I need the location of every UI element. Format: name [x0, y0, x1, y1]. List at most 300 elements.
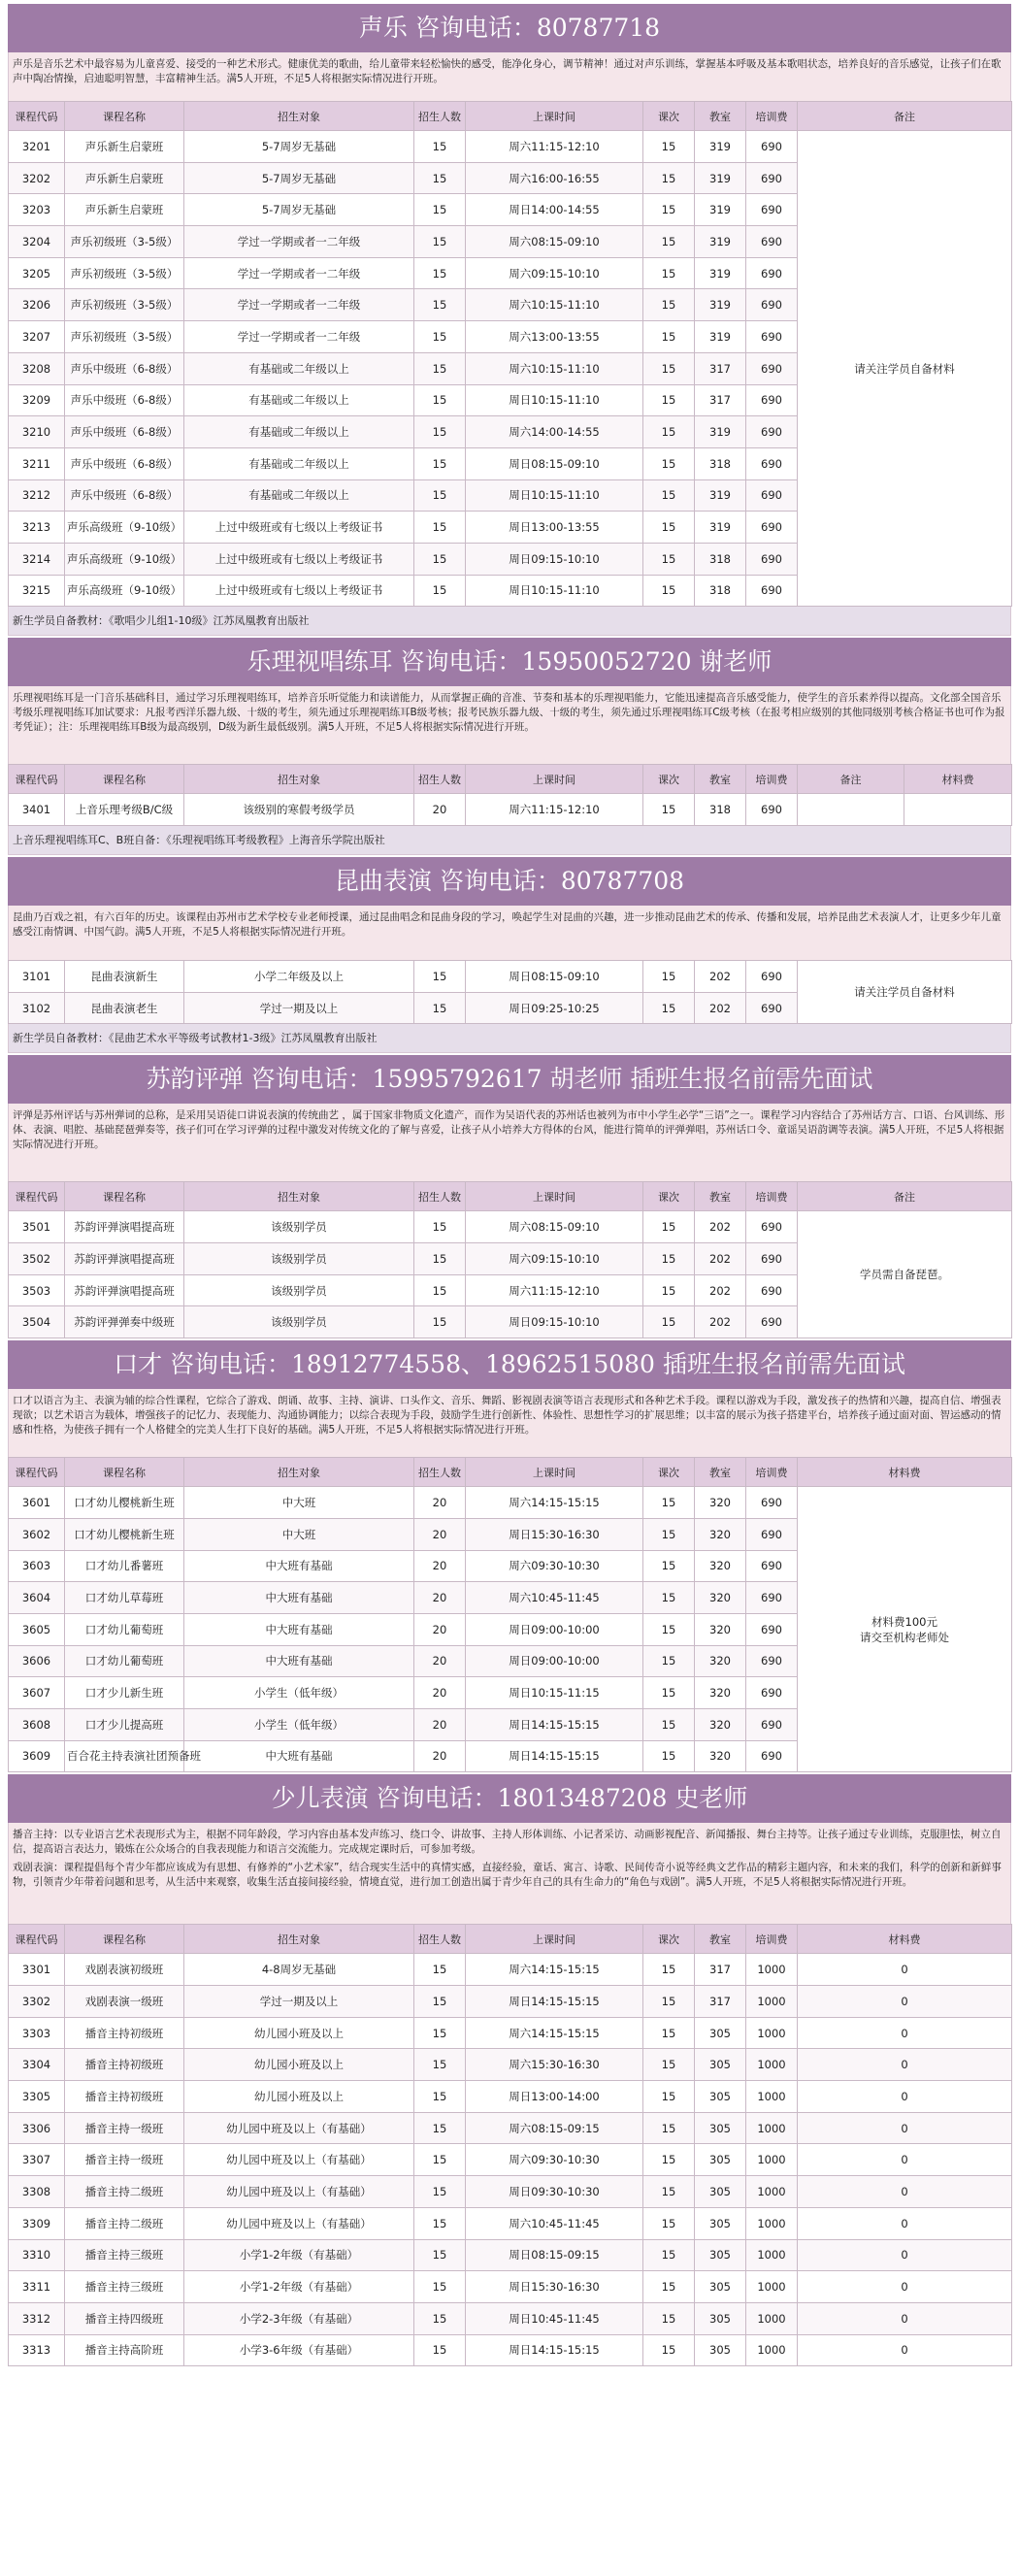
- table-cell: 3213: [9, 512, 65, 544]
- table-cell: 20: [414, 1677, 466, 1709]
- table-cell: 3203: [9, 194, 65, 226]
- header-cell: 课程代码: [9, 102, 65, 131]
- table-cell: 305: [695, 2334, 746, 2366]
- header-cell: 备注: [798, 765, 904, 794]
- table-cell: 15: [414, 512, 466, 544]
- table-cell: 声乐高级班（9-10级）: [65, 512, 184, 544]
- table-cell: 声乐初级班（3-5级）: [65, 321, 184, 353]
- table-cell: 15: [643, 1986, 695, 2018]
- table-cell: 声乐新生启蒙班: [65, 162, 184, 194]
- table-cell: 1000: [746, 1954, 798, 1986]
- table-cell: 15: [414, 2144, 466, 2176]
- table-cell: 15: [414, 194, 466, 226]
- table-cell: 5-7周岁无基础: [184, 131, 414, 163]
- table-cell: 320: [695, 1613, 746, 1645]
- header-cell: 材料费: [904, 765, 1012, 794]
- table-cell: 690: [746, 226, 798, 258]
- table-cell: 幼儿园小班及以上: [184, 2049, 414, 2081]
- table-cell: 15: [414, 1211, 466, 1243]
- header-cell: 上课时间: [466, 1925, 643, 1954]
- table-cell: 口才幼儿葡萄班: [65, 1613, 184, 1645]
- table-cell: 3205: [9, 257, 65, 289]
- table-cell: 690: [746, 479, 798, 512]
- table-cell: 319: [695, 512, 746, 544]
- table-cell: 690: [746, 543, 798, 575]
- table-cell: 3204: [9, 226, 65, 258]
- section-footer-theory: 上音乐理视唱练耳C、B班自备：《乐理视唱练耳考级教程》上海音乐学院出版社: [8, 826, 1011, 855]
- table-cell: 202: [695, 1211, 746, 1243]
- table-cell: 1000: [746, 2017, 798, 2049]
- section-intro-theory: 乐理视唱练耳是一门音乐基础科目，通过学习乐理视唱练耳，培养音乐听觉能力和读谱能力，从而掌握正确的音准、节奏和基本的乐理视唱能力，它能迅速提高音乐感受能力，使学生的音乐素养得以提高。文化部全国音乐考级乐理视唱练耳加试要求：凡报考西洋乐器九级、十级的考生，须先通过乐理视唱练耳B级考核；报考民族乐器九级、十级的考生，须先通过乐理视唱练耳C级考核（在报考相应级别的其他同级别考核合格证书也可作为报考凭证）；注：乐理视唱练耳B级为最高级别，D级为新生最低级别。满5人开班，不足5人将根据实际情况进行开班。: [8, 686, 1011, 764]
- table-cell: 305: [695, 2049, 746, 2081]
- header-cell: 上课时间: [466, 1182, 643, 1211]
- table-cell: 3606: [9, 1645, 65, 1677]
- table-cell: 15: [643, 162, 695, 194]
- header-cell: 教室: [695, 102, 746, 131]
- table-cell: 3401: [9, 794, 65, 826]
- table-cell: 3609: [9, 1740, 65, 1772]
- table-cell: 小学2-3年级（有基础）: [184, 2302, 414, 2334]
- table-cell: 周六14:15-15:15: [466, 1487, 643, 1519]
- remark-cell: 学员需自备琵琶。: [798, 1211, 1012, 1338]
- table-cell: 昆曲表演老生: [65, 992, 184, 1024]
- table-cell: 15: [414, 992, 466, 1024]
- table-cell: 690: [746, 321, 798, 353]
- table-cell: 15: [414, 2112, 466, 2144]
- table-cell: 319: [695, 226, 746, 258]
- table-cell: 15: [643, 447, 695, 479]
- header-cell: 课程代码: [9, 765, 65, 794]
- table-cell: 319: [695, 162, 746, 194]
- header-cell: 上课时间: [466, 1458, 643, 1487]
- table-row: [9, 2207, 1012, 2239]
- table-cell: 15: [643, 2049, 695, 2081]
- table-cell: 0: [798, 1986, 1012, 2018]
- table-cell: 15: [643, 2112, 695, 2144]
- table-cell: 3311: [9, 2271, 65, 2303]
- table-row: [9, 1487, 1012, 1519]
- table-cell: 15: [643, 1740, 695, 1772]
- table-cell: 15: [643, 2271, 695, 2303]
- table-cell: 690: [746, 1518, 798, 1550]
- table-cell: 1000: [746, 2239, 798, 2271]
- table-cell: 播音主持一级班: [65, 2144, 184, 2176]
- table-cell: 周六08:15-09:15: [466, 2112, 643, 2144]
- table-cell: 20: [414, 1518, 466, 1550]
- table-cell: 昆曲表演新生: [65, 961, 184, 993]
- table-cell: 317: [695, 1986, 746, 2018]
- table-cell: 有基础或二年级以上: [184, 447, 414, 479]
- table-cell: 15: [414, 162, 466, 194]
- header-cell: 招生对象: [184, 1182, 414, 1211]
- table-cell: 15: [414, 2049, 466, 2081]
- table-cell: 319: [695, 479, 746, 512]
- table-cell: 周六09:15-10:10: [466, 257, 643, 289]
- vocal-table: [8, 101, 1012, 607]
- table-cell: 15: [643, 992, 695, 1024]
- table-cell: 690: [746, 575, 798, 607]
- header-cell: 教室: [695, 765, 746, 794]
- table-cell: 该级别的寒假考级学员: [184, 794, 414, 826]
- table-cell: 320: [695, 1582, 746, 1614]
- table-cell: 该级别学员: [184, 1274, 414, 1306]
- intro-broadcast: 播音主持：以专业语言艺术表现形式为主，根据不同年龄段，学习内容由基本发声练习、绕口令、讲故事、主持人形体训练、小记者采访、动画影视配音、新闻播报、舞台主持等。让孩子通过专业训练，克服胆怯，树立自信，提高语言表达力，锻炼在公众场合的自我表现能力和语言交流能力。完成规定课时后，可参加考级。: [13, 1829, 1002, 1856]
- header-cell: 上课时间: [466, 765, 643, 794]
- table-cell: 小学生（低年级）: [184, 1677, 414, 1709]
- table-cell: 0: [798, 2334, 1012, 2366]
- table-cell: 15: [643, 479, 695, 512]
- table-cell: 上过中级班或有七级以上考级证书: [184, 575, 414, 607]
- table-cell: 0: [798, 2144, 1012, 2176]
- table-cell: 5-7周岁无基础: [184, 162, 414, 194]
- table-cell: 学过一学期或者一二年级: [184, 226, 414, 258]
- table-cell: 15: [643, 1954, 695, 1986]
- section-intro-kunqu: 昆曲乃百戏之祖，有六百年的历史。该课程由苏州市艺术学校专业老师授课，通过昆曲唱念和昆曲身段的学习，唤起学生对昆曲的兴趣，进一步推动昆曲艺术的传承、传播和发展，培养昆曲艺术表演人才，让更多少年儿童感受江南情调、中国气韵。满5人开班，不足5人将根据实际情况进行开班。: [8, 906, 1011, 960]
- table-cell: 3605: [9, 1613, 65, 1645]
- table-cell: 0: [798, 1954, 1012, 1986]
- table-cell: 15: [414, 2207, 466, 2239]
- table-cell: 3602: [9, 1518, 65, 1550]
- table-cell: 15: [414, 1274, 466, 1306]
- table-row: [9, 2112, 1012, 2144]
- theory-table: [8, 764, 1012, 826]
- table-cell: 318: [695, 447, 746, 479]
- table-cell: 690: [746, 1645, 798, 1677]
- table-cell: 690: [746, 1243, 798, 1275]
- table-cell: 320: [695, 1487, 746, 1519]
- table-cell: 318: [695, 575, 746, 607]
- table-cell: 声乐初级班（3-5级）: [65, 226, 184, 258]
- table-cell: 15: [643, 194, 695, 226]
- table-row: [9, 2049, 1012, 2081]
- table-cell: 周日08:15-09:15: [466, 2239, 643, 2271]
- table-cell: 15: [643, 226, 695, 258]
- table-cell: 15: [643, 1243, 695, 1275]
- table-cell: 690: [746, 1613, 798, 1645]
- intro-drama: 戏剧表演：课程提倡每个青少年都应该成为有思想、有修养的“小艺术家”，结合现实生活中的真情实感，直接经验，童话、寓言、诗歌、民间传奇小说等经典文艺作品的精彩主题内容，和未来的我们，科学的创新和新鲜事物，引领青少年带着问题和思考，从生活中来观察，收集生活直接间接经验，情境直觉，进行加工创造出属于青少年自己的具有生命力的“角色与戏剧”。满5人开班，不足5人将根据实际情况进行开班。: [13, 1862, 1002, 1889]
- table-cell: 中大班: [184, 1518, 414, 1550]
- table-cell: 声乐初级班（3-5级）: [65, 289, 184, 321]
- table-cell: 3604: [9, 1582, 65, 1614]
- table-cell: 0: [798, 2271, 1012, 2303]
- table-cell: 15: [414, 289, 466, 321]
- table-cell: 播音主持二级班: [65, 2207, 184, 2239]
- table-cell: 20: [414, 1582, 466, 1614]
- table-cell: 15: [643, 575, 695, 607]
- table-cell: 3504: [9, 1306, 65, 1338]
- table-cell: 15: [643, 1645, 695, 1677]
- table-cell: 15: [414, 575, 466, 607]
- table-cell: 690: [746, 1550, 798, 1582]
- table-cell: 15: [414, 2017, 466, 2049]
- table-cell: 有基础或二年级以上: [184, 352, 414, 384]
- table-cell: 口才幼儿樱桃新生班: [65, 1518, 184, 1550]
- table-cell: 15: [414, 2271, 466, 2303]
- pingtan-header-row: [9, 1182, 1012, 1211]
- table-cell: 317: [695, 352, 746, 384]
- table-row: [9, 131, 1012, 163]
- table-cell: 幼儿园中班及以上（有基础）: [184, 2112, 414, 2144]
- table-cell: 声乐中级班（6-8级）: [65, 352, 184, 384]
- table-cell: 202: [695, 961, 746, 993]
- table-cell: 20: [414, 1550, 466, 1582]
- table-cell: 15: [643, 321, 695, 353]
- table-cell: 305: [695, 2144, 746, 2176]
- header-cell: 备注: [798, 1182, 1012, 1211]
- table-cell: 该级别学员: [184, 1211, 414, 1243]
- table-cell: 周六10:45-11:45: [466, 2207, 643, 2239]
- table-cell: 3310: [9, 2239, 65, 2271]
- table-cell: 周六09:15-10:10: [466, 1243, 643, 1275]
- table-cell: 3202: [9, 162, 65, 194]
- table-cell: 15: [414, 2081, 466, 2113]
- table-cell: 周日15:30-16:30: [466, 2271, 643, 2303]
- table-cell: 15: [414, 1243, 466, 1275]
- table-cell: 周日15:30-16:30: [466, 1518, 643, 1550]
- table-cell: 1000: [746, 1986, 798, 2018]
- table-cell: 305: [695, 2017, 746, 2049]
- section-title-eloquence: 口才 咨询电话：18912774558、18962515080 插班生报名前需先面试: [8, 1340, 1011, 1389]
- table-cell: 播音主持三级班: [65, 2271, 184, 2303]
- table-cell: 690: [746, 416, 798, 448]
- header-cell: 培训费: [746, 765, 798, 794]
- table-cell: 320: [695, 1550, 746, 1582]
- table-cell: 15: [414, 2334, 466, 2366]
- table-cell: 上过中级班或有七级以上考级证书: [184, 512, 414, 544]
- header-cell: 课程代码: [9, 1925, 65, 1954]
- table-cell: 0: [798, 2112, 1012, 2144]
- table-cell: 318: [695, 543, 746, 575]
- table-cell: 周日09:30-10:30: [466, 2176, 643, 2208]
- table-cell: 690: [746, 352, 798, 384]
- table-cell: 15: [643, 1518, 695, 1550]
- table-cell: 15: [643, 416, 695, 448]
- kunqu-table-body: [9, 961, 1012, 1024]
- header-cell: 材料费: [798, 1458, 1012, 1487]
- table-cell: 1000: [746, 2302, 798, 2334]
- table-cell: 15: [643, 289, 695, 321]
- header-cell: 培训费: [746, 1182, 798, 1211]
- table-cell: 320: [695, 1740, 746, 1772]
- table-cell: 15: [643, 2144, 695, 2176]
- header-cell: 招生对象: [184, 1925, 414, 1954]
- table-cell: 305: [695, 2239, 746, 2271]
- table-cell: 小学1-2年级（有基础）: [184, 2271, 414, 2303]
- table-cell: 苏韵评弹演唱提高班: [65, 1211, 184, 1243]
- header-cell: 教室: [695, 1182, 746, 1211]
- table-cell: 3313: [9, 2334, 65, 2366]
- table-cell: 该级别学员: [184, 1306, 414, 1338]
- table-cell: 苏韵评弹演唱提高班: [65, 1274, 184, 1306]
- section-footer-vocal: 新生学员自备教材：《歌唱少儿组1-10级》江苏凤凰教育出版社: [8, 607, 1011, 636]
- table-cell: 305: [695, 2271, 746, 2303]
- table-cell: 周日10:15-11:15: [466, 1677, 643, 1709]
- table-cell: 690: [746, 992, 798, 1024]
- table-cell: [798, 794, 904, 826]
- header-cell: 上课时间: [466, 102, 643, 131]
- table-cell: 周日10:15-11:10: [466, 479, 643, 512]
- table-cell: 周六13:00-13:55: [466, 321, 643, 353]
- table-cell: 幼儿园中班及以上（有基础）: [184, 2144, 414, 2176]
- table-cell: 319: [695, 416, 746, 448]
- table-cell: 0: [798, 2049, 1012, 2081]
- table-cell: 690: [746, 961, 798, 993]
- table-cell: 317: [695, 1954, 746, 1986]
- table-cell: 周日13:00-13:55: [466, 512, 643, 544]
- table-cell: 1000: [746, 2207, 798, 2239]
- pingtan-table-body: [9, 1211, 1012, 1338]
- table-cell: 0: [798, 2081, 1012, 2113]
- section-intro-vocal: 声乐是音乐艺术中最容易为儿童喜爱、接受的一种艺术形式。健康优美的歌曲，给儿童带来轻松愉快的感受，能净化身心，调节精神！通过对声乐训练，掌握基本呼吸及基本歌唱状态，培养良好的音乐感觉，让孩子们在歌声中陶冶情操，启迪聪明智慧，丰富精神生活。满5人开班，不足5人将根据实际情况进行开班。: [8, 52, 1011, 101]
- table-cell: 学过一期及以上: [184, 992, 414, 1024]
- table-row: [9, 1211, 1012, 1243]
- table-cell: 戏剧表演初级班: [65, 1954, 184, 1986]
- header-cell: 招生人数: [414, 102, 466, 131]
- table-cell: 15: [643, 1550, 695, 1582]
- table-cell: 690: [746, 289, 798, 321]
- table-cell: 学过一期及以上: [184, 1986, 414, 2018]
- table-cell: 3302: [9, 1986, 65, 2018]
- table-row: [9, 2334, 1012, 2366]
- pingtan-table: [8, 1181, 1012, 1338]
- header-cell: 招生对象: [184, 1458, 414, 1487]
- table-cell: 15: [414, 416, 466, 448]
- table-cell: 3308: [9, 2176, 65, 2208]
- header-cell: 课次: [643, 102, 695, 131]
- table-cell: 口才少儿提高班: [65, 1708, 184, 1740]
- header-cell: 课程代码: [9, 1458, 65, 1487]
- section-title-kunqu: 昆曲表演 咨询电话：80787708: [8, 857, 1011, 906]
- table-cell: 202: [695, 1243, 746, 1275]
- table-cell: 3501: [9, 1211, 65, 1243]
- table-cell: 690: [746, 1740, 798, 1772]
- table-cell: 320: [695, 1677, 746, 1709]
- table-cell: 3306: [9, 2112, 65, 2144]
- header-cell: 教室: [695, 1458, 746, 1487]
- header-cell: 培训费: [746, 1458, 798, 1487]
- table-cell: 690: [746, 1274, 798, 1306]
- header-cell: 培训费: [746, 102, 798, 131]
- table-cell: 周六09:30-10:30: [466, 2144, 643, 2176]
- table-cell: 3211: [9, 447, 65, 479]
- table-row: [9, 961, 1012, 993]
- header-cell: 课程名称: [65, 765, 184, 794]
- table-cell: 3215: [9, 575, 65, 607]
- table-cell: 3206: [9, 289, 65, 321]
- table-cell: 周六15:30-16:30: [466, 2049, 643, 2081]
- table-cell: 15: [643, 131, 695, 163]
- header-cell: 课程名称: [65, 102, 184, 131]
- table-cell: 15: [414, 543, 466, 575]
- table-cell: 1000: [746, 2049, 798, 2081]
- table-cell: 15: [643, 2302, 695, 2334]
- table-cell: 3607: [9, 1677, 65, 1709]
- eloquence-table-body: [9, 1487, 1012, 1772]
- table-cell: 周日14:15-15:15: [466, 1986, 643, 2018]
- table-cell: 15: [414, 961, 466, 993]
- table-cell: 小学3-6年级（有基础）: [184, 2334, 414, 2366]
- table-cell: 3304: [9, 2049, 65, 2081]
- table-cell: 15: [643, 1274, 695, 1306]
- table-cell: 690: [746, 131, 798, 163]
- header-cell: 培训费: [746, 1925, 798, 1954]
- table-cell: 中大班有基础: [184, 1613, 414, 1645]
- table-cell: 0: [798, 2176, 1012, 2208]
- table-cell: 15: [643, 1211, 695, 1243]
- table-cell: 3312: [9, 2302, 65, 2334]
- table-cell: 周六10:15-11:10: [466, 352, 643, 384]
- table-cell: 中大班: [184, 1487, 414, 1519]
- section-title-theory: 乐理视唱练耳 咨询电话：15950052720 谢老师: [8, 638, 1011, 686]
- table-cell: 305: [695, 2112, 746, 2144]
- table-cell: 播音主持初级班: [65, 2049, 184, 2081]
- table-cell: 1000: [746, 2081, 798, 2113]
- performance-table: [8, 1924, 1012, 2366]
- table-cell: 20: [414, 794, 466, 826]
- table-cell: 15: [643, 512, 695, 544]
- table-cell: 690: [746, 1211, 798, 1243]
- table-cell: 3301: [9, 1954, 65, 1986]
- header-cell: 备注: [798, 102, 1012, 131]
- table-cell: 周日09:25-10:25: [466, 992, 643, 1024]
- table-cell: 播音主持初级班: [65, 2081, 184, 2113]
- table-cell: 690: [746, 512, 798, 544]
- table-cell: 15: [643, 384, 695, 416]
- header-cell: 招生人数: [414, 1182, 466, 1211]
- table-cell: 周六08:15-09:10: [466, 226, 643, 258]
- table-row: [9, 1954, 1012, 1986]
- table-cell: 幼儿园中班及以上（有基础）: [184, 2176, 414, 2208]
- table-cell: 周日14:00-14:55: [466, 194, 643, 226]
- table-cell: 周日08:15-09:10: [466, 961, 643, 993]
- header-cell: 招生人数: [414, 1458, 466, 1487]
- table-cell: 小学1-2年级（有基础）: [184, 2239, 414, 2271]
- table-cell: 1000: [746, 2271, 798, 2303]
- table-cell: 319: [695, 321, 746, 353]
- table-cell: 3208: [9, 352, 65, 384]
- table-cell: 小学生（低年级）: [184, 1708, 414, 1740]
- table-cell: 3101: [9, 961, 65, 993]
- table-cell: 中大班有基础: [184, 1550, 414, 1582]
- table-cell: 百合花主持表演社团预备班: [65, 1740, 184, 1772]
- table-cell: 15: [414, 447, 466, 479]
- table-cell: 15: [414, 384, 466, 416]
- header-cell: 课程名称: [65, 1925, 184, 1954]
- table-cell: 3503: [9, 1274, 65, 1306]
- table-cell: 202: [695, 1274, 746, 1306]
- table-cell: 周日10:15-11:10: [466, 575, 643, 607]
- table-row: [9, 2017, 1012, 2049]
- table-cell: 声乐高级班（9-10级）: [65, 575, 184, 607]
- table-cell: 1000: [746, 2176, 798, 2208]
- table-cell: 该级别学员: [184, 1243, 414, 1275]
- section-footer-kunqu: 新生学员自备教材：《昆曲艺术水平等级考试教材1-3级》江苏凤凰教育出版社: [8, 1024, 1011, 1053]
- table-cell: 周日09:15-10:10: [466, 543, 643, 575]
- table-cell: 播音主持四级班: [65, 2302, 184, 2334]
- table-cell: 202: [695, 1306, 746, 1338]
- table-cell: 15: [643, 2207, 695, 2239]
- table-cell: 周日09:15-10:10: [466, 1306, 643, 1338]
- section-title-performance: 少儿表演 咨询电话：18013487208 史老师: [8, 1774, 1011, 1823]
- table-cell: 690: [746, 794, 798, 826]
- table-cell: 3309: [9, 2207, 65, 2239]
- table-cell: 中大班有基础: [184, 1645, 414, 1677]
- table-cell: 0: [798, 2207, 1012, 2239]
- table-cell: 15: [414, 2176, 466, 2208]
- vocal-header-row: [9, 102, 1012, 131]
- table-cell: 上过中级班或有七级以上考级证书: [184, 543, 414, 575]
- table-cell: 播音主持初级班: [65, 2017, 184, 2049]
